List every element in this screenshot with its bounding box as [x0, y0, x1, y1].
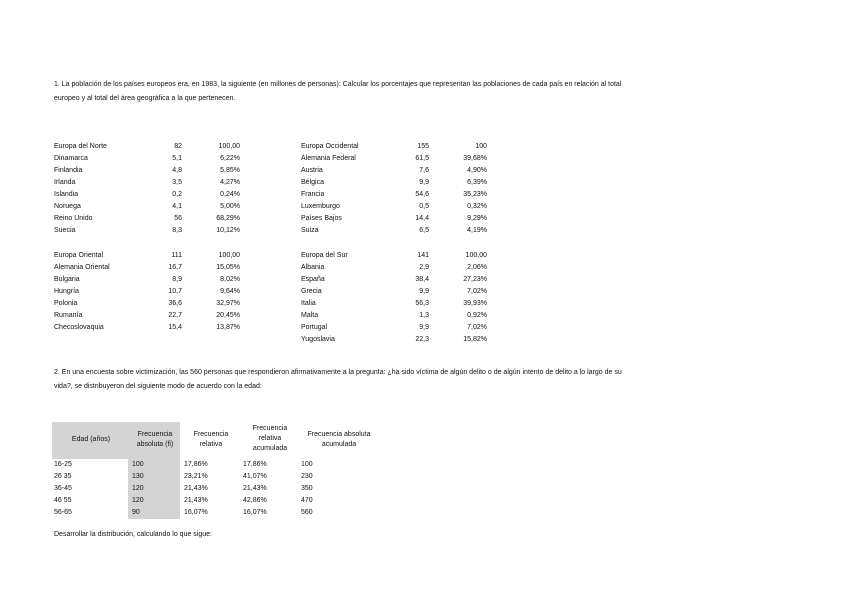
country-name: Suiza: [301, 227, 319, 234]
question-1-line-2: europeo y al total del área geográfica a la que pertenecen.: [54, 95, 236, 102]
cumulative-absolute-frequency: 100: [301, 461, 313, 468]
population-value: 5,1: [172, 155, 182, 162]
population-value: 54,6: [415, 191, 429, 198]
table-row: [301, 274, 501, 286]
relative-frequency: 17,86%: [184, 461, 208, 468]
group-header-row: [54, 141, 254, 153]
country-name: Bélgica: [301, 179, 324, 186]
table-row: [301, 225, 501, 237]
population-value: 4,8: [172, 167, 182, 174]
population-value: 10,7: [168, 288, 182, 295]
percentage-value: 27,23%: [463, 276, 487, 283]
table-row: [301, 201, 501, 213]
question-2-line-1: 2. En una encuesta sobre victimización, las 560 personas que respondieron afirmativamente a la pregunta: ¿ha sido víctima de algún delito o de algún intento de delito a lo largo de su: [54, 369, 622, 376]
population-value: 7,6: [419, 167, 429, 174]
table-row: [54, 189, 254, 201]
country-name: Polonia: [54, 300, 78, 307]
percentage-value: 6,22%: [220, 155, 240, 162]
country-name: Dinamarca: [54, 155, 88, 162]
table-row: [301, 213, 501, 225]
percentage-value: 4,90%: [467, 167, 487, 174]
country-name: Hungría: [54, 288, 79, 295]
country-name: Portugal: [301, 324, 328, 331]
cumulative-relative-frequency: 42,86%: [243, 497, 267, 504]
country-name: Noruega: [54, 203, 81, 210]
question-1-line-1: 1. La población de los países europeos era, en 1983, la siguiente (en millones de personas): Calcular los porcentajes que representan las poblaciones de cada país en relación al total: [54, 81, 622, 88]
country-name: Reino Unido: [54, 215, 93, 222]
cumulative-absolute-frequency: 560: [301, 509, 313, 516]
cumulative-absolute-frequency: 470: [301, 497, 313, 504]
population-value: 9,9: [419, 288, 429, 295]
footer-instruction: Desarrollar la distribución, calculando lo que sigue:: [54, 531, 212, 538]
percentage-value: 15,05%: [216, 264, 240, 271]
table-row: [301, 310, 501, 322]
percentage-value: 13,87%: [216, 324, 240, 331]
percentage-value: 0,32%: [467, 203, 487, 210]
percentage-value: 32,97%: [216, 300, 240, 307]
population-value: 38,4: [415, 276, 429, 283]
percentage-value: 39,93%: [463, 300, 487, 307]
header-frecuencia-relativa: Frecuencia relativa: [193, 431, 229, 448]
table-row: [301, 189, 501, 201]
table-row: [301, 334, 501, 346]
population-value: 56: [174, 215, 182, 222]
percentage-value: 39,68%: [463, 155, 487, 162]
country-name: Europa del Norte: [54, 143, 107, 150]
table-row: [0, 507, 400, 519]
population-value: 22,3: [415, 336, 429, 343]
table-row: [54, 298, 254, 310]
percentage-value: 9,29%: [467, 215, 487, 222]
population-value: 16,7: [168, 264, 182, 271]
country-name: Luxemburgo: [301, 203, 340, 210]
cumulative-absolute-frequency: 350: [301, 485, 313, 492]
population-value: 4,1: [172, 203, 182, 210]
absolute-frequency: 130: [132, 473, 144, 480]
table-row: [301, 298, 501, 310]
population-value: 9,9: [419, 179, 429, 186]
table-row: [54, 213, 254, 225]
country-name: Yugoslavia: [301, 336, 335, 343]
group-header-row: [301, 141, 501, 153]
population-value: 1,3: [419, 312, 429, 319]
table-row: [54, 225, 254, 237]
table-row: [301, 165, 501, 177]
percentage-value: 68,29%: [216, 215, 240, 222]
table-row: [54, 177, 254, 189]
country-name: Albania: [301, 264, 325, 271]
population-value: 155: [417, 143, 429, 150]
relative-frequency: 23,21%: [184, 473, 208, 480]
age-range: 16-25: [54, 461, 72, 468]
population-value: 8,9: [172, 276, 182, 283]
cumulative-absolute-frequency: 230: [301, 473, 313, 480]
age-range: 36-45: [54, 485, 72, 492]
population-value: 36,6: [168, 300, 182, 307]
population-value: 111: [171, 252, 182, 259]
percentage-value: 35,23%: [463, 191, 487, 198]
table-row: [301, 177, 501, 189]
percentage-value: 5,85%: [220, 167, 240, 174]
percentage-value: 7,02%: [467, 324, 487, 331]
percentage-value: 100,00: [218, 143, 240, 150]
age-range: 46 55: [54, 497, 72, 504]
country-name: Francia: [301, 191, 325, 198]
age-range: 26 35: [54, 473, 72, 480]
cumulative-relative-frequency: 17,86%: [243, 461, 267, 468]
table-row: [54, 286, 254, 298]
percentage-value: 8,02%: [220, 276, 240, 283]
country-name: Países Bajos: [301, 215, 342, 222]
population-value: 3,5: [172, 179, 182, 186]
header-frecuencia-relativa-acumulada: Frecuencia relativa acumulada: [252, 425, 288, 452]
table-row: [0, 459, 400, 471]
country-name: Finlandia: [54, 167, 83, 174]
header-edad: Edad (años): [71, 436, 111, 443]
country-name: Bulgaria: [54, 276, 80, 283]
country-name: Italia: [301, 300, 316, 307]
table-row: [0, 495, 400, 507]
absolute-frequency: 120: [132, 497, 144, 504]
cumulative-relative-frequency: 21,43%: [243, 485, 267, 492]
question-2-line-2: vida?, se distribuyeron del siguiente modo de acuerdo con la edad:: [54, 383, 262, 390]
country-name: Suecia: [54, 227, 76, 234]
percentage-value: 9,64%: [220, 288, 240, 295]
percentage-value: 20,45%: [216, 312, 240, 319]
population-value: 0,2: [172, 191, 182, 198]
population-value: 2,9: [419, 264, 429, 271]
population-value: 6,5: [419, 227, 429, 234]
age-range: 56-65: [54, 509, 72, 516]
table-row: [54, 322, 254, 334]
country-name: Europa Occidental: [301, 143, 359, 150]
relative-frequency: 16,07%: [184, 509, 208, 516]
table-row: [54, 165, 254, 177]
percentage-value: 0,92%: [467, 312, 487, 319]
percentage-value: 15,82%: [463, 336, 487, 343]
country-name: Malta: [301, 312, 319, 319]
table-row: [54, 310, 254, 322]
table-row: [301, 262, 501, 274]
population-value: 9,9: [419, 324, 429, 331]
percentage-value: 4,19%: [467, 227, 487, 234]
population-value: 0,5: [419, 203, 429, 210]
header-frecuencia-absoluta-acumulada: Frecuencia absoluta acumulada: [307, 431, 371, 448]
question-2: [54, 366, 774, 394]
population-value: 15,4: [168, 324, 182, 331]
population-value: 14,4: [415, 215, 429, 222]
table-row: [0, 483, 400, 495]
country-name: Alemania Oriental: [54, 264, 110, 271]
population-value: 56,3: [415, 300, 429, 307]
country-name: Checoslovaquia: [54, 324, 104, 331]
absolute-frequency: 100: [132, 461, 144, 468]
population-value: 22,7: [168, 312, 182, 319]
percentage-value: 5,00%: [220, 203, 240, 210]
percentage-value: 4,27%: [220, 179, 240, 186]
table-row: [301, 322, 501, 334]
country-name: Rumanía: [54, 312, 83, 319]
country-name: Grecia: [301, 288, 322, 295]
percentage-value: 7,02%: [467, 288, 487, 295]
country-name: Islandia: [54, 191, 79, 198]
absolute-frequency: 120: [132, 485, 144, 492]
percentage-value: 100,00: [218, 252, 240, 259]
header-frecuencia-absoluta: Frecuencia absoluta (fi): [136, 431, 174, 448]
population-value: 82: [174, 143, 182, 150]
population-value: 141: [417, 252, 429, 259]
percentage-value: 0,24%: [220, 191, 240, 198]
cumulative-relative-frequency: 41,07%: [243, 473, 267, 480]
table-row: [54, 262, 254, 274]
cumulative-relative-frequency: 16,07%: [243, 509, 267, 516]
country-name: Austria: [301, 167, 323, 174]
table-row: [54, 153, 254, 165]
country-name: Irlanda: [54, 179, 76, 186]
question-1: [54, 78, 774, 106]
absolute-frequency: 90: [132, 509, 140, 516]
percentage-value: 100: [475, 143, 487, 150]
table-row: [54, 274, 254, 286]
percentage-value: 2,06%: [467, 264, 487, 271]
population-value: 8,3: [172, 227, 182, 234]
country-name: España: [301, 276, 325, 283]
country-name: Europa del Sur: [301, 252, 348, 259]
table-row: [301, 286, 501, 298]
percentage-value: 100,00: [465, 252, 487, 259]
percentage-value: 10,12%: [216, 227, 240, 234]
table-row: [54, 201, 254, 213]
population-value: 61,5: [415, 155, 429, 162]
relative-frequency: 21,43%: [184, 497, 208, 504]
group-header-row: [54, 250, 254, 262]
percentage-value: 6,39%: [467, 179, 487, 186]
country-name: Europa Oriental: [54, 252, 104, 259]
table-row: [301, 153, 501, 165]
country-name: Alemania Federal: [301, 155, 356, 162]
table-row: [0, 471, 400, 483]
group-header-row: [301, 250, 501, 262]
relative-frequency: 21,43%: [184, 485, 208, 492]
